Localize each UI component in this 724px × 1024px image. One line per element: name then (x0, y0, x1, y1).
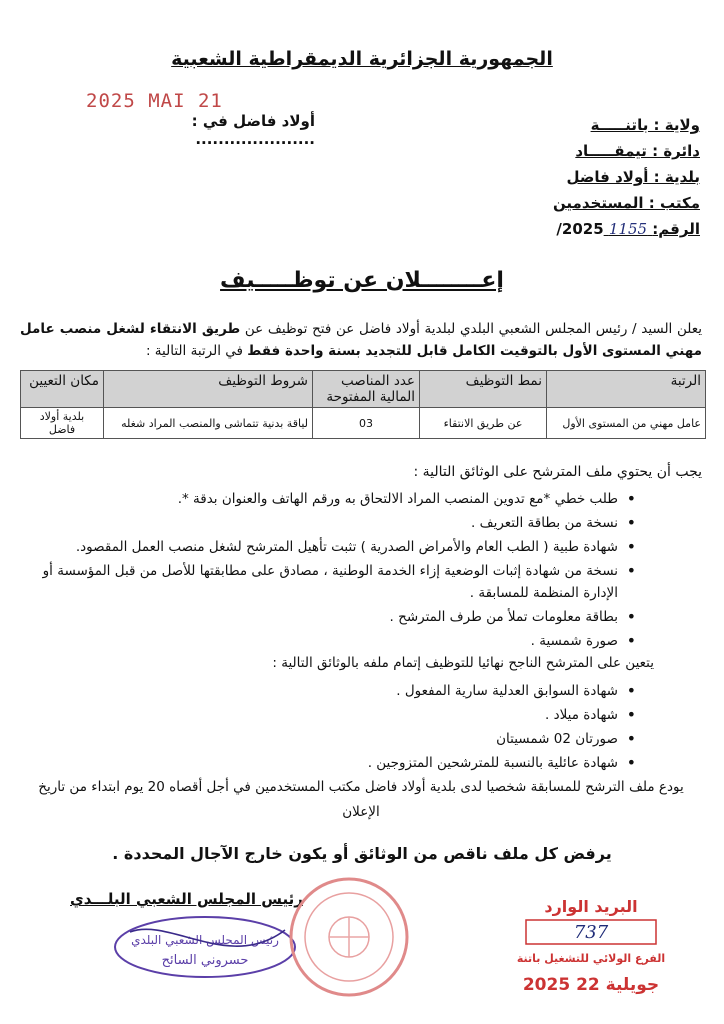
mail-stamp-number: 737 (573, 922, 609, 943)
cell-rank: عامل مهني من المستوى الأول (547, 408, 706, 439)
header-open-positions: عدد المناصب المالية المفتوحة (313, 371, 420, 408)
list-item: • طلب خطي *مع تدوين المنصب المراد الالتحاق به ورقم الهاتف والعنوان بدقة *. (20, 488, 638, 510)
list-item: • صورتان 02 شمسيتان (20, 728, 638, 750)
header-assignment-place: مكان التعيين (21, 371, 104, 408)
list-item: • بطاقة معلومات تملأ من طرف المترشح . (20, 606, 638, 628)
announcement-intro (20, 318, 702, 362)
list-item: • صورة شمسية . (20, 630, 638, 652)
cell-conditions: لياقة بدنية تتماشى والمنصب المراد شغله (104, 408, 313, 439)
intro-bold-2: مهني المستوى الأول بالتوقيت الكامل قابل للتجديد بسنة واحدة فقط (247, 343, 702, 359)
mail-stamp-branch: الفرع الولائي للتشغيل باتنة (516, 952, 666, 965)
list-item: • نسخة من بطاقة التعريف . (20, 512, 638, 534)
required-documents-list (20, 488, 638, 654)
president-title: رئيس المجلس الشعبي البلـــدي (70, 890, 303, 908)
wilaya-line: ولاية : باتنـــــة (590, 116, 700, 134)
republic-heading: الجمهورية الجزائرية الديمقراطية الشعبية (171, 48, 553, 70)
header-rank: الرتبة (547, 371, 706, 408)
signature-stamp-line-1: رئيس المجلس الشعبي البلدي (131, 933, 279, 947)
table-row (21, 408, 706, 439)
reference-year: /2025 (556, 220, 604, 238)
official-seal (284, 872, 414, 1002)
list-item: • شهادة عائلية بالنسبة للمترشحين المتزوجين . (20, 752, 638, 774)
intro-tail: في الرتبة التالية : (145, 343, 248, 359)
received-date-stamp: 2025 MAI 21 (86, 90, 223, 112)
office-line: مكتب : المستخدمين (552, 194, 700, 212)
mail-stamp-label: البريد الوارد (544, 897, 638, 916)
final-documents-heading: يتعين على المترشح الناجح نهائيا للتوظيف إتمام ملفه بالوثائق التالية : (272, 655, 654, 671)
table-header-row (21, 371, 706, 408)
signature-stamp-line-2: حسروني السائح (161, 953, 249, 968)
reference-handwritten-number: 1155 (608, 220, 648, 238)
daira-line: دائرة : تيمقـــــاد (575, 142, 700, 160)
header-conditions: شروط التوظيف (104, 371, 313, 408)
list-item: • نسخة من شهادة إثبات الوضعية إزاء الخدمة الوطنية ، مصادق على مطابقتها للأصل من قبل المؤسسة أو الإدارة المنظمة للمسابقة . (20, 560, 638, 604)
intro-bold-1: طريق الانتقاء لشغل منصب عامل (20, 321, 241, 337)
final-documents-list (20, 680, 638, 776)
president-signature-stamp (110, 912, 300, 982)
documents-heading: يجب أن يحتوي ملف المترشح على الوثائق التالية : (413, 464, 702, 480)
mail-stamp-date: 2025 جويلية 22 (522, 975, 660, 995)
positions-table (20, 370, 706, 439)
cell-open-positions: 03 (313, 408, 420, 439)
list-item: • شهادة السوابق العدلية سارية المفعول . (20, 680, 638, 702)
reference-label: الرقم: (652, 220, 700, 238)
list-item: • شهادة ميلاد . (20, 704, 638, 726)
commune-line: بلدية : أولاد فاضل (566, 168, 700, 186)
deposit-instructions: يودع ملف الترشح للمسابقة شخصيا لدى بلدية أولاد فاضل مكتب المستخدمين في أجل أقصاه 20 يوم ابتداء من تاريخ الإعلان (38, 779, 684, 820)
header-recruitment-mode: نمط التوظيف (420, 371, 547, 408)
incoming-mail-stamp (486, 888, 696, 1004)
rejection-notice: يرفض كل ملف ناقص من الوثائق أو يكون خارج الآجال المحددة . (112, 844, 612, 863)
cell-recruitment-mode: عن طريق الانتقاء (420, 408, 547, 439)
list-item: • شهادة طبية ( الطب العام والأمراض الصدرية ) تثبت تأهيل المترشح لشغل منصب العمل المقصود. (20, 536, 638, 558)
administrative-header (553, 112, 700, 242)
announcement-title: إعــــــــلان عن توظـــــيف (220, 268, 504, 293)
place-date-line: أولاد فاضل في : ..................... (191, 112, 315, 148)
reference-number (553, 216, 700, 242)
intro-text: يعلن السيد / رئيس المجلس الشعبي البلدي لبلدية أولاد فاضل عن فتح توظيف عن (240, 321, 702, 337)
cell-assignment-place: بلدية أولاد فاضل (21, 408, 104, 439)
